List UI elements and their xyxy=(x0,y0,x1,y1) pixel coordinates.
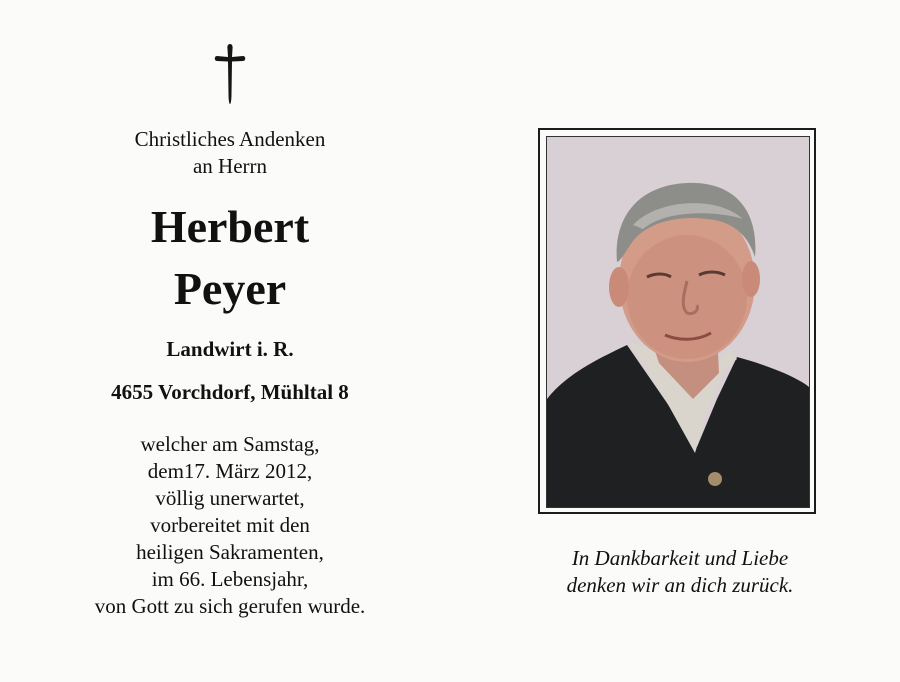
remembrance-quote xyxy=(520,545,840,599)
last-name: Peyer xyxy=(173,263,287,314)
first-name: Herbert xyxy=(150,201,310,252)
obituary-text xyxy=(40,431,420,620)
intro-line-2: an Herrn xyxy=(192,154,268,178)
memorial-text-panel xyxy=(40,0,420,682)
obituary-line: im 66. Lebensjahr, xyxy=(151,567,309,591)
obituary-line: von Gott zu sich gerufen wurde. xyxy=(94,594,366,618)
intro-line-1: Christliches Andenken xyxy=(134,127,326,151)
portrait-photo xyxy=(546,136,810,508)
obituary-line: völlig unerwartet, xyxy=(155,486,305,510)
intro-heading xyxy=(40,126,420,180)
address: 4655 Vorchdorf, Mühltal 8 xyxy=(111,380,349,404)
cross-icon xyxy=(212,42,248,106)
quote-line-1: In Dankbarkeit und Liebe xyxy=(571,546,789,570)
portrait-frame xyxy=(538,128,816,514)
obituary-line: welcher am Samstag, xyxy=(140,432,320,456)
occupation: Landwirt i. R. xyxy=(166,337,294,361)
obituary-line: heiligen Sakramenten, xyxy=(136,540,324,564)
obituary-line: dem17. März 2012, xyxy=(147,459,313,483)
obituary-line: vorbereitet mit den xyxy=(150,513,310,537)
quote-line-2: denken wir an dich zurück. xyxy=(566,573,794,597)
portrait-illustration xyxy=(547,137,809,507)
